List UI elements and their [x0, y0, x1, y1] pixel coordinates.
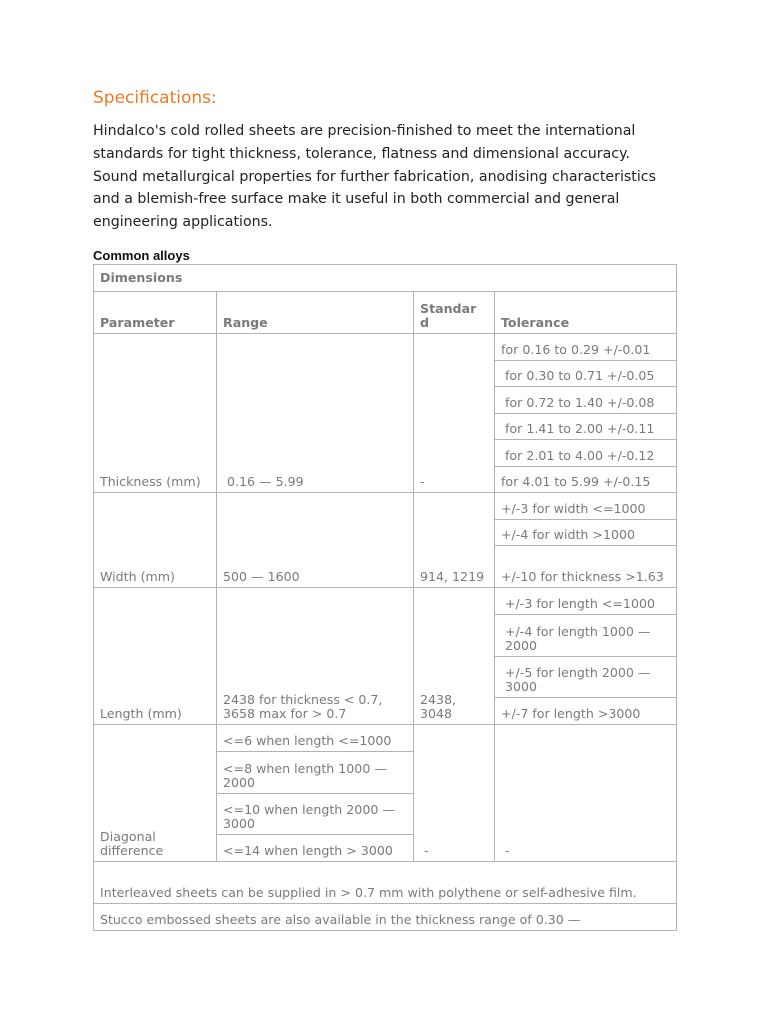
table-caption: Common alloys [93, 248, 190, 263]
diagonal-range: <=14 when length > 3000 [217, 835, 414, 862]
width-range: 500 — 1600 [217, 493, 414, 588]
specifications-heading: Specifications: [93, 88, 217, 108]
dimensions-title: Dimensions [94, 265, 677, 292]
thickness-tolerance: for 2.01 to 4.00 +/-0.12 [495, 440, 677, 467]
dimensions-table [93, 264, 677, 931]
width-parameter: Width (mm) [94, 493, 217, 588]
width-tolerance: +/-4 for width >1000 [495, 520, 677, 546]
diagonal-range: <=6 when length <=1000 [217, 725, 414, 752]
thickness-parameter: Thickness (mm) [94, 334, 217, 493]
header-standard: Standar d [414, 292, 495, 334]
table-header-row [94, 292, 677, 334]
thickness-range: 0.16 — 5.99 [217, 334, 414, 493]
thickness-tolerance: for 4.01 to 5.99 +/-0.15 [495, 467, 677, 493]
length-tolerance: +/-3 for length <=1000 [495, 588, 677, 615]
width-tolerance: +/-10 for thickness >1.63 [495, 546, 677, 588]
length-tolerance: +/-7 for length >3000 [495, 698, 677, 725]
diagonal-standard: - [414, 725, 495, 862]
length-tolerance: +/-5 for length 2000 — 3000 [495, 657, 677, 698]
table-row [94, 334, 677, 361]
intro-paragraph: Hindalco's cold rolled sheets are precision-finished to meet the international standards for tight thickness, tolerance, flatness and dimensional accuracy. Sound metallurgical properties for further fabrication, anodising characteristics and a blemish-free surface make it useful in both commercial and general engineering applications. [93, 123, 656, 231]
table-title-row [94, 265, 677, 292]
interleaved-note: Interleaved sheets can be supplied in > 0.7 mm with polythene or self-adhesive film. [94, 862, 677, 904]
header-tolerance: Tolerance [495, 292, 677, 334]
header-range: Range [217, 292, 414, 334]
diagonal-range: <=8 when length 1000 — 2000 [217, 752, 414, 794]
width-standard: 914, 1219 [414, 493, 495, 588]
thickness-tolerance: for 1.41 to 2.00 +/-0.11 [495, 414, 677, 440]
length-tolerance: +/-4 for length 1000 — 2000 [495, 615, 677, 657]
width-tolerance: +/-3 for width <=1000 [495, 493, 677, 520]
table-row [94, 588, 677, 615]
table-note-row [94, 862, 677, 904]
table-note-row [94, 904, 677, 931]
thickness-tolerance: for 0.30 to 0.71 +/-0.05 [495, 361, 677, 387]
diagonal-tolerance: - [495, 725, 677, 862]
header-parameter: Parameter [94, 292, 217, 334]
diagonal-range: <=10 when length 2000 — 3000 [217, 794, 414, 835]
stucco-note: Stucco embossed sheets are also available in the thickness range of 0.30 — [94, 904, 677, 931]
length-parameter: Length (mm) [94, 588, 217, 725]
thickness-standard: - [414, 334, 495, 493]
table-row [94, 725, 677, 752]
diagonal-parameter: Diagonal difference [94, 725, 217, 862]
thickness-tolerance: for 0.16 to 0.29 +/-0.01 [495, 334, 677, 361]
thickness-tolerance: for 0.72 to 1.40 +/-0.08 [495, 387, 677, 414]
length-standard: 2438, 3048 [414, 588, 495, 725]
length-range: 2438 for thickness < 0.7, 3658 max for > 0.7 [217, 588, 414, 725]
table-row [94, 493, 677, 520]
